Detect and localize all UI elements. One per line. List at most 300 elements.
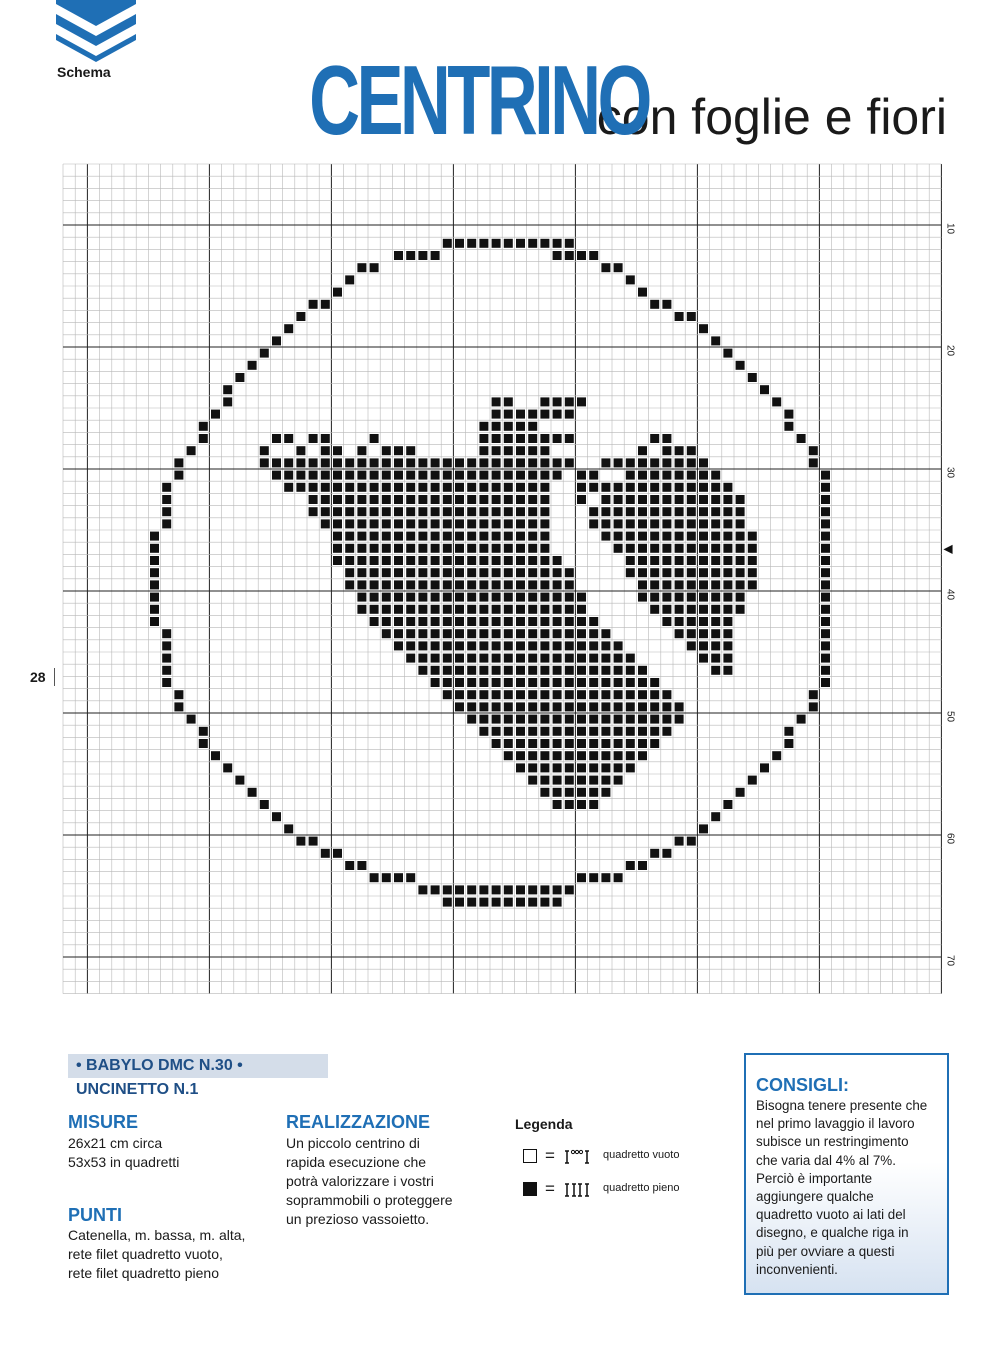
filled-square [223, 385, 232, 394]
filled-square [443, 532, 452, 541]
filled-square [455, 885, 464, 894]
filled-square [479, 605, 488, 614]
filled-square [797, 434, 806, 443]
filled-square [662, 727, 671, 736]
filled-square [626, 763, 635, 772]
filled-square [406, 593, 415, 602]
realizzazione-line: un prezioso vassoietto. [286, 1211, 430, 1227]
filled-square [650, 849, 659, 858]
filled-square [650, 605, 659, 614]
filled-square [357, 483, 366, 492]
filled-square [467, 654, 476, 663]
filled-square [528, 483, 537, 492]
filled-square [357, 593, 366, 602]
filled-square [675, 702, 684, 711]
filled-square [589, 666, 598, 675]
filled-square [687, 837, 696, 846]
filled-square [443, 507, 452, 516]
realizzazione-line: potrà valorizzare i vostri [286, 1173, 434, 1189]
filled-square [626, 458, 635, 467]
filled-square [345, 495, 354, 504]
filled-square [504, 434, 513, 443]
filled-square [443, 641, 452, 650]
filled-square [748, 544, 757, 553]
filled-square [699, 629, 708, 638]
filled-square [479, 678, 488, 687]
filled-square [577, 678, 586, 687]
filled-square [504, 495, 513, 504]
filled-square [736, 605, 745, 614]
filled-square [699, 519, 708, 528]
filled-square [492, 739, 501, 748]
misure-line: 26x21 cm circa [68, 1135, 163, 1151]
filled-square [540, 690, 549, 699]
filled-square [821, 532, 830, 541]
row-number-label: 40 [944, 589, 956, 601]
filled-square [431, 519, 440, 528]
filled-square [455, 519, 464, 528]
filled-square [443, 519, 452, 528]
filled-square [272, 471, 281, 480]
legend-equals: = [545, 1146, 555, 1165]
filled-square [516, 715, 525, 724]
filled-square [565, 666, 574, 675]
filled-square [565, 702, 574, 711]
filled-square [723, 580, 732, 589]
filled-square [662, 580, 671, 589]
filled-square [382, 446, 391, 455]
filled-square [516, 568, 525, 577]
filled-square [528, 715, 537, 724]
filled-square [553, 654, 562, 663]
filled-square [333, 446, 342, 455]
filled-square [577, 495, 586, 504]
filled-square [406, 519, 415, 528]
filled-square [601, 715, 610, 724]
filled-square [650, 507, 659, 516]
filled-square [418, 654, 427, 663]
filled-square [821, 666, 830, 675]
filled-square [589, 617, 598, 626]
filled-square [528, 495, 537, 504]
filled-square [284, 458, 293, 467]
filled-square [601, 678, 610, 687]
filled-square [357, 532, 366, 541]
consigli-text [756, 1097, 946, 1279]
filled-square [614, 776, 623, 785]
filled-square [540, 654, 549, 663]
filled-square [516, 751, 525, 760]
filled-square [540, 507, 549, 516]
filled-square [638, 544, 647, 553]
filled-square [723, 641, 732, 650]
filled-square [614, 666, 623, 675]
filled-square [662, 849, 671, 858]
filled-square [589, 727, 598, 736]
filled-square [589, 739, 598, 748]
filled-square [553, 885, 562, 894]
filled-square [479, 654, 488, 663]
filled-square [467, 641, 476, 650]
filled-square [821, 544, 830, 553]
filled-square [675, 519, 684, 528]
filled-square [333, 519, 342, 528]
filled-square [394, 605, 403, 614]
filled-square [492, 727, 501, 736]
filled-square [211, 751, 220, 760]
empty-square-icon [523, 1149, 537, 1163]
filled-square [296, 312, 305, 321]
filled-square [309, 483, 318, 492]
filled-square [516, 507, 525, 516]
filled-square [687, 471, 696, 480]
filled-square [467, 593, 476, 602]
filled-square [699, 568, 708, 577]
filled-square [357, 556, 366, 565]
filled-square [601, 751, 610, 760]
filled-square [638, 519, 647, 528]
filled-square [309, 495, 318, 504]
filled-square [150, 580, 159, 589]
filled-square [504, 422, 513, 431]
filled-square [589, 702, 598, 711]
filled-square [711, 483, 720, 492]
filled-square [431, 617, 440, 626]
filled-square [723, 617, 732, 626]
filled-square [626, 275, 635, 284]
filled-square [650, 495, 659, 504]
filled-square [516, 593, 525, 602]
filled-square [467, 239, 476, 248]
filled-square [638, 593, 647, 602]
filled-square [382, 483, 391, 492]
filled-square [345, 507, 354, 516]
filled-square [589, 788, 598, 797]
filled-square [479, 593, 488, 602]
filled-square [589, 873, 598, 882]
filled-square [553, 641, 562, 650]
filled-square [662, 458, 671, 467]
filled-square [614, 690, 623, 699]
filled-square [553, 239, 562, 248]
filled-square [540, 471, 549, 480]
filled-square [650, 715, 659, 724]
filled-square [479, 556, 488, 565]
filled-square [650, 519, 659, 528]
consigli-line: nel primo lavaggio il lavoro [756, 1116, 915, 1132]
filled-square [821, 654, 830, 663]
filled-square [504, 641, 513, 650]
filled-square [418, 507, 427, 516]
filled-square [199, 727, 208, 736]
filled-square [577, 751, 586, 760]
filled-square [638, 556, 647, 565]
filled-square [614, 483, 623, 492]
filled-square [382, 471, 391, 480]
filled-square [443, 483, 452, 492]
filled-square [516, 690, 525, 699]
filled-square [333, 288, 342, 297]
filled-square [345, 568, 354, 577]
filled-square [296, 837, 305, 846]
filled-square [455, 507, 464, 516]
filled-square [528, 763, 537, 772]
filled-square [577, 666, 586, 675]
filled-square [699, 544, 708, 553]
filled-square [418, 666, 427, 675]
filled-square [467, 629, 476, 638]
filled-square [504, 568, 513, 577]
filled-square [516, 446, 525, 455]
filled-square [467, 678, 476, 687]
filled-square [382, 580, 391, 589]
filled-square [528, 690, 537, 699]
filled-square [711, 556, 720, 565]
filled-square [431, 580, 440, 589]
filled-square [540, 434, 549, 443]
filled-square [540, 727, 549, 736]
filled-square [455, 483, 464, 492]
filled-square [626, 715, 635, 724]
filled-square [650, 471, 659, 480]
filled-square [553, 678, 562, 687]
filled-square [357, 580, 366, 589]
filled-square [528, 739, 537, 748]
filled-square [565, 397, 574, 406]
filled-square [675, 312, 684, 321]
filled-square [614, 873, 623, 882]
filled-square [565, 239, 574, 248]
realizzazione-line: Un piccolo centrino di [286, 1135, 420, 1151]
filled-square [516, 885, 525, 894]
filled-square [284, 824, 293, 833]
filled-square [589, 251, 598, 260]
filled-square [784, 727, 793, 736]
filled-square [711, 812, 720, 821]
filled-square [443, 690, 452, 699]
filled-square [492, 446, 501, 455]
filled-square [382, 629, 391, 638]
filled-square [589, 507, 598, 516]
filled-square [382, 532, 391, 541]
filled-square [553, 751, 562, 760]
filled-square [504, 446, 513, 455]
filled-square [601, 654, 610, 663]
filled-square [821, 483, 830, 492]
filled-square [321, 446, 330, 455]
filled-square [479, 471, 488, 480]
filled-square [711, 507, 720, 516]
filled-square [479, 629, 488, 638]
filled-square [626, 483, 635, 492]
center-row-marker-icon: ◀ [943, 541, 953, 556]
filled-square [321, 507, 330, 516]
filled-square [687, 312, 696, 321]
row-number-label: 70 [944, 955, 956, 967]
filled-square [601, 483, 610, 492]
filled-square [528, 507, 537, 516]
filled-square [540, 776, 549, 785]
filled-square [431, 605, 440, 614]
filled-square [516, 739, 525, 748]
filled-square [650, 702, 659, 711]
filled-square [662, 300, 671, 309]
filled-square [406, 556, 415, 565]
filled-square [223, 397, 232, 406]
filled-square [577, 800, 586, 809]
filled-square [601, 263, 610, 272]
legend-empty-label: quadretto vuoto [603, 1149, 680, 1161]
filled-square [528, 776, 537, 785]
filled-square [467, 495, 476, 504]
filled-square [736, 532, 745, 541]
filled-square [553, 898, 562, 907]
filled-square [418, 544, 427, 553]
filled-square [638, 715, 647, 724]
filled-square [504, 617, 513, 626]
filled-square [479, 519, 488, 528]
filled-square [736, 568, 745, 577]
filled-square [699, 532, 708, 541]
filled-square [418, 495, 427, 504]
filled-square [370, 605, 379, 614]
filled-square [504, 898, 513, 907]
filled-square [821, 507, 830, 516]
filled-square [540, 641, 549, 650]
filled-square [687, 617, 696, 626]
filled-square [418, 483, 427, 492]
filled-square [650, 739, 659, 748]
filled-square [540, 556, 549, 565]
filled-square [357, 507, 366, 516]
filled-square [516, 458, 525, 467]
filled-square [614, 263, 623, 272]
filled-square [260, 800, 269, 809]
filled-square [492, 544, 501, 553]
realizzazione-text [286, 1134, 453, 1229]
filled-square [418, 458, 427, 467]
filled-square [577, 641, 586, 650]
filled-square [382, 605, 391, 614]
consigli-line: più per ovviare a questi [756, 1243, 895, 1259]
filled-square [296, 471, 305, 480]
filled-square [443, 556, 452, 565]
filled-square [479, 532, 488, 541]
filled-square [479, 422, 488, 431]
filled-square [711, 666, 720, 675]
filled-square [565, 788, 574, 797]
misure-heading: MISURE [68, 1112, 139, 1132]
filled-square [626, 727, 635, 736]
filled-square [601, 458, 610, 467]
filled-square [626, 666, 635, 675]
filled-square [687, 544, 696, 553]
filled-square [614, 702, 623, 711]
filled-square [821, 678, 830, 687]
filled-square [406, 483, 415, 492]
filled-square [370, 568, 379, 577]
filled-square [662, 544, 671, 553]
filled-square [565, 251, 574, 260]
filled-square [418, 605, 427, 614]
filled-square [565, 580, 574, 589]
filled-square [516, 666, 525, 675]
filled-square [455, 239, 464, 248]
filled-square [699, 556, 708, 565]
filled-square [723, 507, 732, 516]
consigli-line: aggiungere qualche [756, 1189, 874, 1205]
filled-square [418, 251, 427, 260]
filled-square [540, 605, 549, 614]
filled-square [565, 458, 574, 467]
filled-square [504, 239, 513, 248]
filled-square [406, 446, 415, 455]
filled-square [443, 495, 452, 504]
filled-square [699, 507, 708, 516]
filled-square [492, 654, 501, 663]
filled-square [553, 617, 562, 626]
filled-square [272, 812, 281, 821]
filled-square [638, 702, 647, 711]
filled-square [687, 507, 696, 516]
filled-square [675, 458, 684, 467]
filled-square [357, 861, 366, 870]
filled-square [565, 678, 574, 687]
filled-square [162, 666, 171, 675]
filled-square [443, 654, 452, 663]
filled-square [455, 702, 464, 711]
filled-square [516, 410, 525, 419]
filled-square [553, 739, 562, 748]
filled-square [345, 275, 354, 284]
filled-square [577, 471, 586, 480]
filled-square [406, 605, 415, 614]
filled-square [675, 556, 684, 565]
filled-square [504, 629, 513, 638]
filled-square [321, 458, 330, 467]
filled-square [553, 715, 562, 724]
filled-square [821, 605, 830, 614]
filled-square [821, 495, 830, 504]
empty-mesh-stitch-icon [563, 1149, 591, 1165]
filled-square [736, 544, 745, 553]
filled-square [406, 507, 415, 516]
filled-square [528, 666, 537, 675]
filled-square [321, 471, 330, 480]
filled-square [601, 739, 610, 748]
filled-square [711, 629, 720, 638]
filled-square [431, 641, 440, 650]
filled-square [601, 495, 610, 504]
filled-square [821, 593, 830, 602]
filled-square [321, 300, 330, 309]
filled-square [760, 385, 769, 394]
filled-square [626, 702, 635, 711]
filled-square [711, 605, 720, 614]
filled-square [662, 471, 671, 480]
filled-square [687, 641, 696, 650]
filled-square [577, 763, 586, 772]
filled-square [406, 544, 415, 553]
filled-square [162, 483, 171, 492]
filled-square [370, 544, 379, 553]
filled-square [553, 629, 562, 638]
filled-square [504, 715, 513, 724]
filled-square [431, 885, 440, 894]
misure-text [68, 1134, 179, 1172]
filled-square [394, 532, 403, 541]
filled-square [394, 593, 403, 602]
